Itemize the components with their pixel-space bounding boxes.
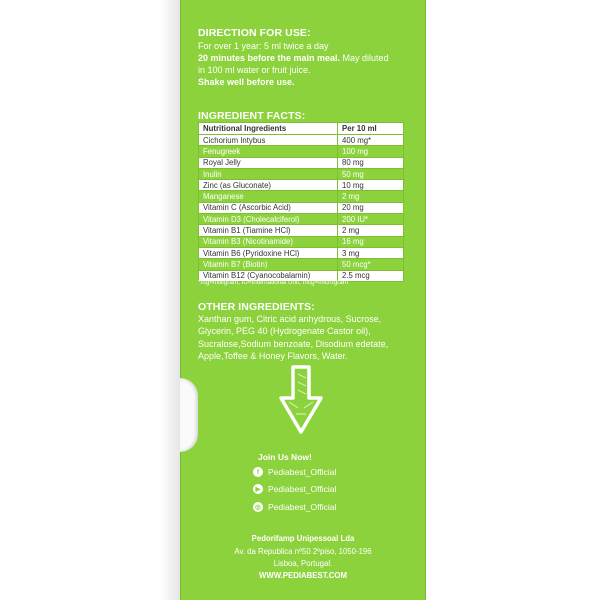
ingredient-name: Fenugreek <box>199 146 338 157</box>
units-footnote: *mg=milligram, IU=International Unit, mcg=microgram <box>198 279 348 286</box>
direction-line-2 <box>198 52 422 64</box>
other-ingredients-title: OTHER INGREDIENTS: <box>198 301 315 313</box>
ingredient-amount: 100 mg <box>338 146 404 157</box>
ingredient-amount: 20 mg <box>338 202 404 213</box>
table-row <box>199 191 404 202</box>
other-ingredients-line: Glycerin, PEG 40 (Hydrogenate Castor oil), <box>198 326 371 337</box>
table-row <box>199 259 404 270</box>
direction-line-2-bold: 20 minutes before the main meal. <box>198 53 341 63</box>
table-row <box>199 157 404 168</box>
ingredient-amount: 2.5 mcg <box>338 270 404 281</box>
direction-text <box>198 40 422 88</box>
table-row <box>199 236 404 247</box>
direction-title: DIRECTION FOR USE: <box>198 27 311 39</box>
table-row <box>199 146 404 157</box>
youtube-icon: ▶ <box>253 484 263 494</box>
ingredient-name: Vitamin B3 (Nicotinamide) <box>199 236 338 247</box>
other-ingredients-line: Sucralose,Sodium benzoate, Disodium edetate, <box>198 338 389 349</box>
other-ingredients-line: Xanthan gum, Citric acid anhydrous, Sucrose, <box>198 314 382 324</box>
ingredient-facts-table <box>198 122 404 282</box>
table-row <box>199 214 404 225</box>
ingredient-amount: 50 mg <box>338 168 404 179</box>
table-header-name: Nutritional Ingredients <box>199 123 338 135</box>
ingredient-facts-title: INGREDIENT FACTS: <box>198 110 306 122</box>
ingredient-amount: 3 mg <box>338 247 404 258</box>
ingredient-name: Vitamin B12 (Cyanocobalamin) <box>199 270 338 281</box>
ingredient-name: Zinc (as Gluconate) <box>199 180 338 191</box>
ingredient-name: Vitamin D3 (Cholecalciferol) <box>199 214 338 225</box>
facebook-icon: f <box>253 467 263 477</box>
ingredient-name: Vitamin B7 (Biotin) <box>199 259 338 270</box>
ingredient-name: Vitamin C (Ascorbic Acid) <box>199 202 338 213</box>
table-row <box>199 135 404 146</box>
company-name: Pedorifamp Unipessoal Lda <box>251 534 355 543</box>
social-handle: Pediabest_Official <box>268 467 337 477</box>
table-row <box>199 247 404 258</box>
company-address-line-1: Av. da Republica nº50 2ºpiso, 1050-196 <box>234 547 372 556</box>
ingredient-amount: 80 mg <box>338 157 404 168</box>
table-row <box>199 202 404 213</box>
ingredient-amount: 50 mcg* <box>338 259 404 270</box>
other-ingredients-text <box>198 313 424 363</box>
ingredient-name: Vitamin B6 (Pyridoxine HCl) <box>199 247 338 258</box>
ingredient-amount: 2 mg <box>338 225 404 236</box>
ingredient-name: Cichorium Intybus <box>199 135 338 146</box>
social-handle: Pediabest_Official <box>268 484 337 494</box>
join-us-title: Join Us Now! <box>258 452 312 462</box>
table-header-amount: Per 10 ml <box>338 123 404 135</box>
ingredient-amount: 200 IU* <box>338 214 404 225</box>
box-side-shadow <box>160 0 180 600</box>
direction-line-2-rest: May diluted <box>340 53 389 63</box>
down-arrow-icon <box>276 364 326 438</box>
social-handle: Pediabest_Official <box>268 502 337 512</box>
table-header-row <box>199 123 404 135</box>
company-website[interactable]: WWW.PEDIABEST.COM <box>259 571 347 580</box>
ingredient-name: Manganese <box>199 191 338 202</box>
social-facebook[interactable] <box>253 467 336 477</box>
box-hanger-cutout <box>180 378 198 452</box>
table-row <box>199 180 404 191</box>
direction-line-3: in 100 ml water or fruit juice. <box>198 65 311 75</box>
direction-line-1: For over 1 year: 5 ml twice a day <box>198 41 329 51</box>
ingredient-name: Vitamin B1 (Tiamine HCl) <box>199 225 338 236</box>
ingredient-amount: 16 mg <box>338 236 404 247</box>
other-ingredients-line: Apple,Toffee & Honey Flavors, Water. <box>198 351 348 362</box>
social-instagram[interactable] <box>253 502 336 512</box>
table-row <box>199 225 404 236</box>
table-row <box>199 168 404 179</box>
ingredient-amount: 400 mg* <box>338 135 404 146</box>
ingredient-name: Inulin <box>199 168 338 179</box>
ingredient-name: Royal Jelly <box>199 157 338 168</box>
ingredient-amount: 2 mg <box>338 191 404 202</box>
instagram-icon: ◎ <box>253 502 263 512</box>
ingredient-amount: 10 mg <box>338 180 404 191</box>
company-address-line-2: Lisboa, Portugal. <box>273 559 333 568</box>
social-youtube[interactable] <box>253 484 336 494</box>
direction-line-4: Shake well before use. <box>198 77 295 87</box>
